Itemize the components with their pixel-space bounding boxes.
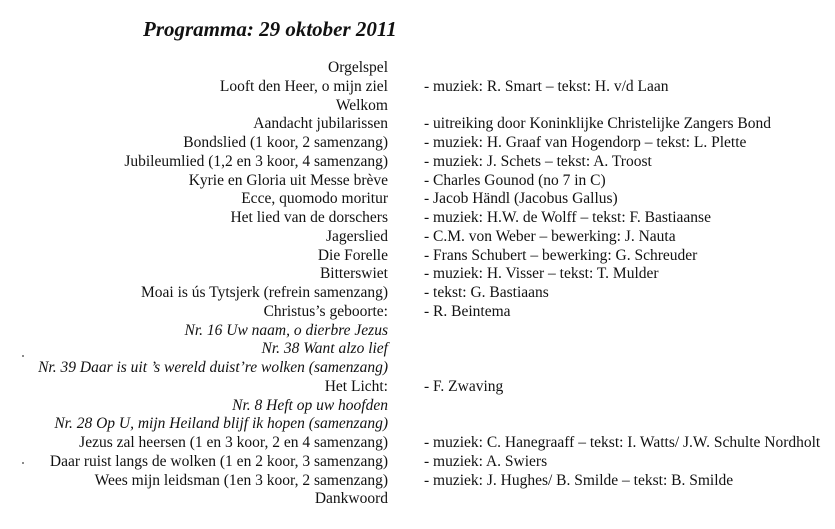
program-credit: - F. Zwaving: [424, 377, 504, 395]
program-credit: - tekst: G. Bastiaans: [424, 284, 549, 301]
scan-speck: [22, 355, 24, 357]
program-item: Moai is ús Tytsjerk (refrein samenzang): [141, 284, 388, 301]
program-row: [0, 247, 835, 266]
program-credit: - muziek: R. Smart – tekst: H. v/d Laan: [424, 77, 669, 95]
program-row: [0, 284, 835, 303]
program-item: Daar ruist langs de wolken (1 en 2 koor, 3 samenzang): [49, 452, 388, 470]
program-row: [0, 359, 835, 378]
program-row: [0, 97, 835, 116]
program-item: Nr. 28 Op U, mijn Heiland blijf ik hopen (samenzang): [54, 415, 388, 433]
program-credit: - muziek: C. Hanegraaff – tekst: I. Watts/ J.W. Schulte Nordholt: [424, 434, 821, 451]
program-row: [0, 397, 835, 416]
program-item: Jezus zal heersen (1 en 3 koor, 2 en 4 samenzang): [79, 434, 388, 451]
program-credit: - Charles Gounod (no 7 in C): [424, 171, 606, 189]
program-row: [0, 265, 835, 284]
program-item: Nr. 39 Daar is uit ’s wereld duist’re wolken (samenzang): [38, 359, 388, 376]
program-row: [0, 228, 835, 247]
program-credit: - muziek: H.W. de Wolff – tekst: F. Bastiaanse: [424, 209, 711, 226]
program-row: [0, 415, 835, 434]
program-row: [0, 134, 835, 153]
program-credit: - Frans Schubert – bewerking: G. Schreuder: [424, 246, 698, 264]
program-item: Orgelspel: [328, 59, 388, 76]
program-item: Die Forelle: [317, 246, 388, 264]
program-item: Bondslied (1 koor, 2 samenzang): [183, 134, 388, 151]
program-row: [0, 378, 835, 397]
program-item: Wees mijn leidsman (1en 3 koor, 2 samenzang): [94, 471, 388, 489]
program-row: [0, 340, 835, 359]
program-item: Kyrie en Gloria uit Messe brève: [188, 171, 388, 189]
program-item: Jagerslied: [326, 227, 388, 245]
program-item: Het Licht:: [324, 377, 388, 395]
program-row: [0, 434, 835, 453]
program-list: [0, 59, 835, 509]
program-row: [0, 209, 835, 228]
program-item: Bitterswiet: [319, 265, 388, 283]
program-item: Aandacht jubilarissen: [253, 115, 388, 133]
program-row: [0, 115, 835, 134]
program-item: Ecce, quomodo moritur: [241, 190, 388, 208]
scan-speck: [22, 462, 24, 464]
program-item: Jubileumlied (1,2 en 3 koor, 4 samenzang): [124, 152, 388, 170]
program-item: Nr. 8 Heft op uw hoofden: [232, 396, 388, 414]
program-row: [0, 190, 835, 209]
program-row: [0, 303, 835, 322]
program-credit: - muziek: J. Schets – tekst: A. Troost: [424, 152, 652, 170]
program-credit: - Jacob Händl (Jacobus Gallus): [424, 190, 618, 208]
page-title: Programma: 29 oktober 2011: [143, 17, 397, 41]
program-item: Nr. 16 Uw naam, o dierbre Jezus: [184, 321, 388, 339]
program-item: Het lied van de dorschers: [230, 209, 388, 226]
program-credit: - muziek: H. Visser – tekst: T. Mulder: [424, 265, 659, 283]
program-item: Dankwoord: [314, 490, 388, 508]
program-row: [0, 78, 835, 97]
program-credit: - R. Beintema: [424, 302, 511, 320]
program-item: Nr. 38 Want alzo lief: [261, 340, 388, 358]
program-item: Christus’s geboorte:: [263, 302, 388, 320]
program-row: [0, 322, 835, 341]
program-credit: - muziek: H. Graaf van Hogendorp – tekst: L. Plette: [424, 134, 747, 151]
program-credit: - muziek: J. Hughes/ B. Smilde – tekst: B. Smilde: [424, 471, 734, 489]
program-credit: - C.M. von Weber – bewerking: J. Nauta: [424, 227, 676, 245]
program-row: [0, 453, 835, 472]
program-item: Looft den Heer, o mijn ziel: [219, 77, 388, 95]
program-row: [0, 172, 835, 191]
program-row: [0, 153, 835, 172]
program-row: [0, 472, 835, 491]
program-row: [0, 59, 835, 78]
program-credit: - uitreiking door Koninklijke Christelijke Zangers Bond: [424, 115, 771, 133]
program-row: [0, 490, 835, 509]
program-credit: - muziek: A. Swiers: [424, 452, 548, 470]
program-item: Welkom: [335, 96, 388, 114]
